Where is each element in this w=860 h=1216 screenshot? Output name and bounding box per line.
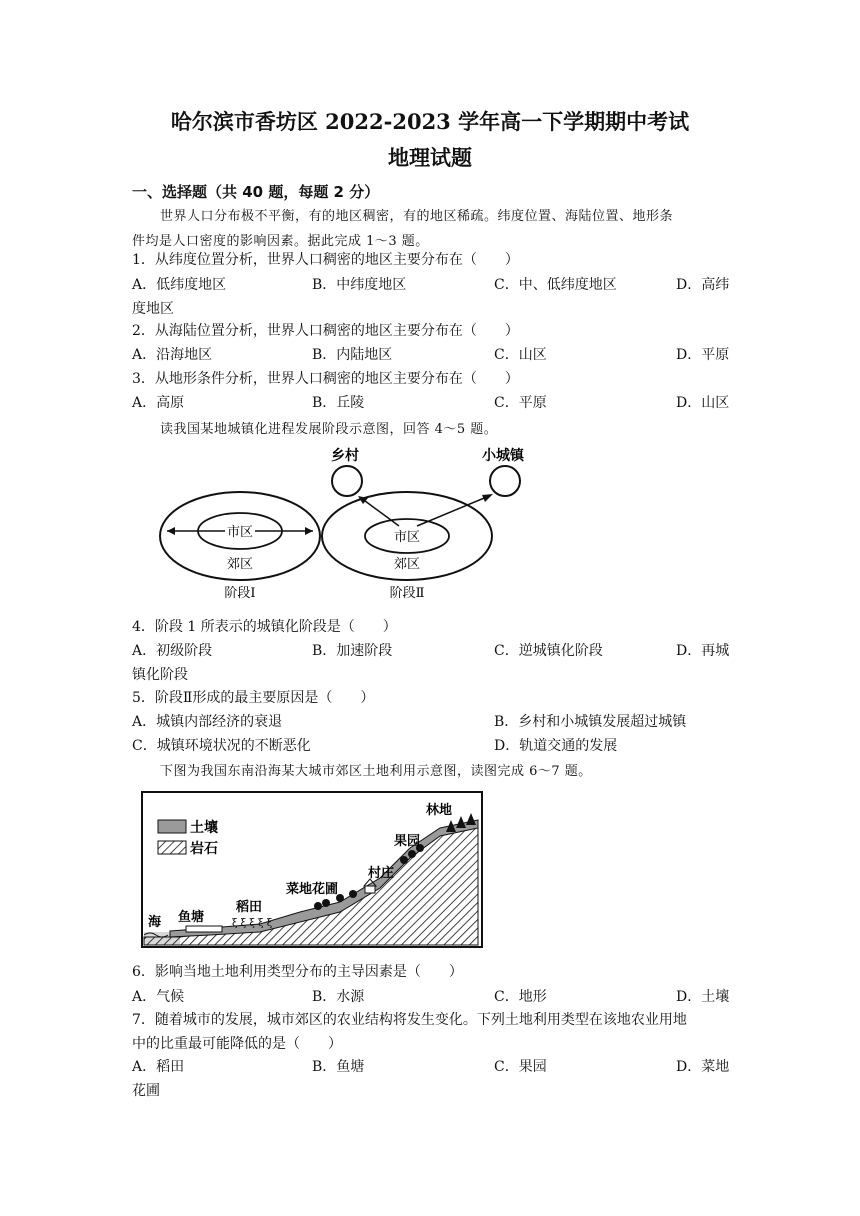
question-stem: 5．阶段Ⅱ形成的最主要原因是（ ） <box>132 690 375 706</box>
question-stem: 6．影响当地土地利用类型分布的主导因素是（ ） <box>132 964 463 980</box>
option-c: C．城镇环境状况的不断恶化 <box>132 738 311 754</box>
arrow-head-left <box>167 527 175 535</box>
question-stem-continued: 中的比重最可能降低的是（ ） <box>132 1036 342 1052</box>
arrow-head-right <box>305 527 313 535</box>
option-a: A．沿海地区 <box>132 347 213 363</box>
option-b: B．丘陵 <box>312 395 365 411</box>
option-c: C．果园 <box>494 1059 547 1075</box>
option-d: D．高纬 <box>676 277 730 293</box>
option-a: A．城镇内部经济的衰退 <box>132 714 283 730</box>
option-c: C．逆城镇化阶段 <box>494 643 603 659</box>
option-d: D．土壤 <box>676 989 730 1005</box>
intro-paragraph-line: 读我国某地城镇化进程发展阶段示意图，回答 4～5 题。 <box>160 422 498 437</box>
option-c: C．山区 <box>494 347 547 363</box>
option-d-continued: 度地区 <box>132 301 174 317</box>
option-d: D．菜地 <box>676 1059 730 1075</box>
land-use-profile-figure <box>140 790 485 950</box>
question-stem: 4．阶段 1 所表示的城镇化阶段是（ ） <box>132 619 397 635</box>
option-b: B．鱼塘 <box>312 1059 365 1075</box>
fish-pond-shape <box>186 926 222 932</box>
stage-1-label: 阶段Ⅰ <box>224 586 256 601</box>
option-c: C．地形 <box>494 989 547 1005</box>
suburb-label-2: 郊区 <box>393 557 421 572</box>
orchard-label: 果园 <box>394 834 421 849</box>
legend-soil-swatch <box>158 820 186 833</box>
sea-label: 海 <box>148 915 162 930</box>
small-town-circle <box>490 466 520 496</box>
legend-rock-swatch <box>158 841 186 854</box>
option-b: B．水源 <box>312 989 365 1005</box>
option-a: A．低纬度地区 <box>132 277 227 293</box>
option-b: B．加速阶段 <box>312 643 393 659</box>
forest-label: 林地 <box>426 803 453 818</box>
option-b: B．乡村和小城镇发展超过城镇 <box>494 714 687 730</box>
outflow-arrow-village <box>361 498 399 526</box>
question-stem: 2．从海陆位置分析，世界人口稠密的地区主要分布在（ ） <box>132 323 519 339</box>
stage-2-label: 阶段Ⅱ <box>389 586 425 601</box>
option-a: A．气候 <box>132 989 185 1005</box>
vegetable-flower-label: 菜地花圃 <box>286 882 339 897</box>
option-d: D．平原 <box>676 347 730 363</box>
city-area-label-1: 市区 <box>226 525 254 540</box>
option-d: D．山区 <box>676 395 730 411</box>
question-stem: 3．从地形条件分析，世界人口稠密的地区主要分布在（ ） <box>132 371 519 387</box>
small-town-label: 小城镇 <box>482 448 524 464</box>
village-house <box>365 886 375 893</box>
legend-rock-label: 岩石 <box>190 841 218 857</box>
village-circle <box>332 466 362 496</box>
option-c: C．中、低纬度地区 <box>494 277 617 293</box>
urbanization-stages-figure <box>155 440 524 610</box>
option-a: A．初级阶段 <box>132 643 213 659</box>
suburb-label-1: 郊区 <box>226 557 254 572</box>
option-a: A．高原 <box>132 395 185 411</box>
question-stem: 7．随着城市的发展，城市郊区的农业结构将发生变化。下列土地利用类型在该地农业用地 <box>132 1012 687 1028</box>
paddy-label: 稻田 <box>236 900 263 915</box>
village-label: 村庄 <box>368 866 395 881</box>
option-a: A．稻田 <box>132 1059 185 1075</box>
legend-soil-label: 土壤 <box>190 820 218 836</box>
option-c: C．平原 <box>494 395 547 411</box>
intro-paragraph-line: 件均是人口密度的影响因素。据此完成 1～3 题。 <box>132 234 429 249</box>
option-b: B．中纬度地区 <box>312 277 407 293</box>
village-label: 乡村 <box>331 448 359 464</box>
option-d: D．再城 <box>676 643 730 659</box>
intro-paragraph-line: 世界人口分布极不平衡，有的地区稠密，有的地区稀疏。纬度位置、海陆位置、地形条 <box>160 209 674 224</box>
question-stem: 1．从纬度位置分析，世界人口稠密的地区主要分布在（ ） <box>132 252 519 268</box>
paddy-marks: ξ ξ ξ ξ ξ <box>232 918 273 929</box>
section-heading: 一、选择题（共 40 题，每题 2 分） <box>132 183 380 201</box>
exam-title: 哈尔滨市香坊区 2022-2023 学年高一下学期期中考试 <box>170 109 690 134</box>
exam-subtitle: 地理试题 <box>388 145 472 170</box>
option-d: D．轨道交通的发展 <box>494 738 618 754</box>
option-d-continued: 镇化阶段 <box>132 667 188 683</box>
option-d-continued: 花圃 <box>132 1083 160 1099</box>
city-area-label-2: 市区 <box>393 530 421 545</box>
option-b: B．内陆地区 <box>312 347 393 363</box>
intro-paragraph-line: 下图为我国东南沿海某大城市郊区土地利用示意图，读图完成 6～7 题。 <box>160 764 592 779</box>
fish-pond-label: 鱼塘 <box>178 910 205 925</box>
